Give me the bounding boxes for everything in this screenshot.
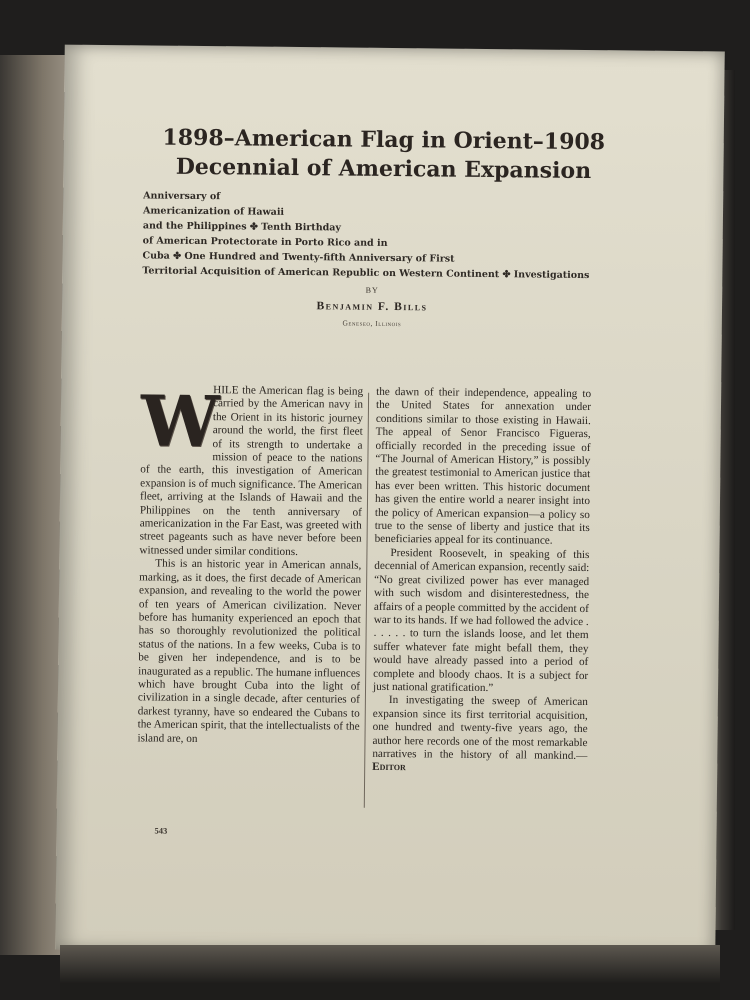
subtitle-line: Anniversary of	[143, 190, 221, 203]
subtitle-line: of American Protectorate in Porto Rico and in	[142, 235, 388, 249]
paragraph: This is an historic year in American annals, marking, as it does, the first decade of American expansion, and revealing to the world the power of ten years of American civilization. Never before has humanity experienced an epoch that has so thoroughly revolutionized the political status of the nations. In a few weeks, Cuba is to be given her independence, and is to be inaugurated as a republic. The humane influences which have brought Cuba into the light of civilization in a single decade, after centuries of darkest tyranny, have so endeared the Cubans to the American spirit, that the intellectualists of the island are, on	[137, 557, 362, 745]
paragraph	[139, 379, 364, 560]
right-column	[372, 386, 591, 777]
editor-note	[372, 694, 588, 777]
paragraph-text: HILE the American flag is being carried by the American navy in the Orient in its historic journey around the world, the first fleet of its strength to undertake a mission of peace to the nations of the earth, this investigation of American expansion is of much significance. The American fleet, arriving at the Islands of Hawaii and the Philippines on the tenth anniversary of americanization in the Far East, was greeted with street pageants such as have never before been witnessed under similar conditions.	[139, 384, 364, 558]
paragraph: President Roosevelt, in speaking of this decennial of American expansion, recently said: “No great civilized power has ever managed with such wisdom and disinterestedness, the affairs of a people committed by the accident of war to its hands. If we had followed the advice . . . . . . to turn the islands loose, and let them suffer whatever fate might befall them, they would have already passed into a period of complete and bloody chaos. It is a subject for just national gratification.”	[372, 546, 590, 695]
title-line-1: 1898–American Flag in Orient–1908	[162, 124, 606, 156]
paragraph: the dawn of their independence, appealing to the United States for annexation under conditions similar to those existing in Hawaii. The appeal of Senor Francisco Figueras, officially recorded in the preceding issue of “The Journal of American History,” is possibly the greatest testimonial to American justice that has ever been written. This historic document has given the entire world a nearer insight into the policy of American expansion—a policy so true to the sense of liberty and justice that its beneficiaries appeal for its continuance.	[374, 385, 592, 548]
subtitle-line: Americanization of Hawaii	[142, 205, 285, 218]
subtitle-line: Cuba ✤ One Hundred and Twenty-fifth Anniversary of First	[142, 250, 455, 265]
byline-author: Benjamin F. Bills	[316, 300, 428, 314]
column-divider	[364, 393, 369, 808]
article-subtitle	[142, 188, 603, 283]
editor-note-text: In investigating the sweep of American expansion since its first territorial acquisition, one hundred and twenty-five years ago, the author here records one of the most remarkable narratives in the history of all mankind.—	[372, 694, 588, 763]
drop-cap: W	[140, 379, 220, 464]
book-page	[55, 45, 724, 957]
left-column	[137, 379, 364, 747]
page-bottom-shadow	[60, 945, 720, 1000]
subtitle-line: and the Philippines ✤ Tenth Birthday	[142, 220, 342, 234]
byline-location: Geneseo, Illinois	[342, 318, 402, 329]
article-title	[103, 123, 664, 187]
editor-signature: Editor	[372, 761, 406, 774]
byline-by: BY	[365, 285, 379, 295]
title-line-2: Decennial of American Expansion	[175, 153, 592, 185]
subtitle-line: Territorial Acquisition of American Republic on Western Continent ✤ Investigations	[142, 265, 590, 282]
page-number: 543	[154, 825, 168, 836]
